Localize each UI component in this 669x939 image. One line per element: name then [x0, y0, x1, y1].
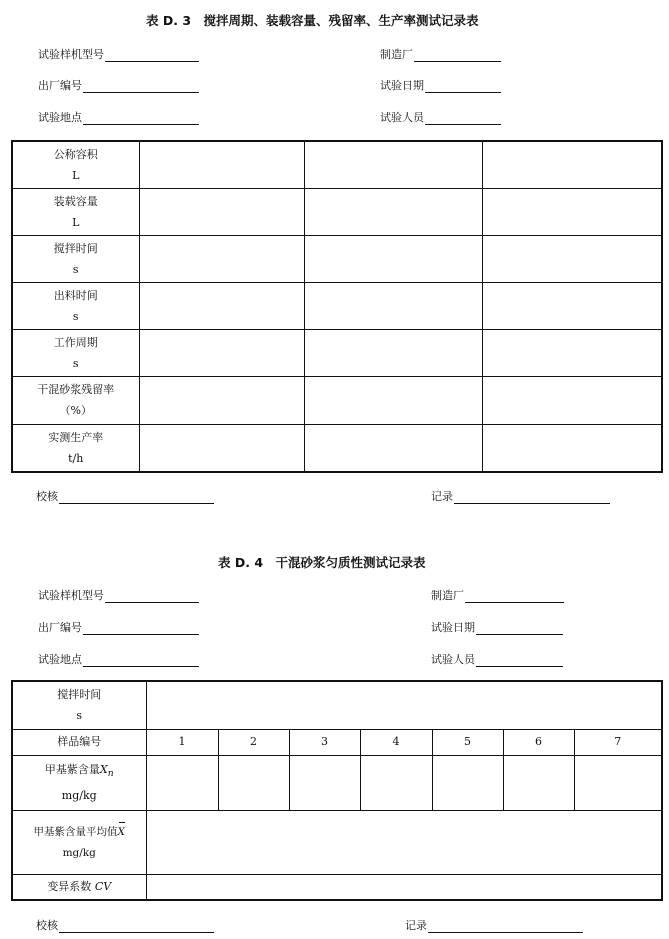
footer-check-label: 校核	[36, 490, 58, 503]
variable-subscript: n	[107, 768, 114, 780]
footer-check-d3	[36, 488, 214, 504]
data-cell[interactable]	[304, 376, 482, 424]
row-unit: s	[72, 356, 79, 370]
data-cell[interactable]	[146, 681, 662, 729]
label-text: 甲基紫含量平均值	[33, 826, 118, 838]
data-cell[interactable]	[304, 424, 482, 472]
data-cell[interactable]	[139, 188, 304, 235]
row-unit: mg/kg	[62, 847, 96, 859]
table-row	[12, 376, 662, 424]
data-cell[interactable]	[146, 755, 218, 810]
field-location	[38, 109, 199, 125]
data-cell[interactable]	[139, 282, 304, 329]
row-label	[13, 821, 146, 843]
field-location-blank[interactable]	[83, 112, 199, 125]
data-cell[interactable]	[482, 424, 662, 472]
field-manufacturer-blank[interactable]	[414, 49, 501, 62]
row-unit: （%）	[59, 404, 92, 417]
table-row	[12, 810, 662, 874]
data-cell[interactable]	[360, 755, 432, 810]
data-cell[interactable]	[304, 188, 482, 235]
data-cell[interactable]	[482, 188, 662, 235]
footer-record-blank[interactable]	[454, 491, 610, 504]
footer-record-label: 记录	[405, 919, 427, 932]
row-label-nominal-volume	[12, 141, 139, 188]
sample-number: 2	[218, 729, 289, 755]
data-cell[interactable]	[139, 424, 304, 472]
field-serial-blank[interactable]	[83, 80, 199, 93]
field-personnel-blank[interactable]	[425, 112, 501, 125]
field-manufacturer-label: 制造厂	[431, 589, 464, 602]
field-personnel	[431, 651, 563, 667]
table-row	[12, 329, 662, 376]
field-serial	[38, 619, 199, 635]
row-unit: s	[72, 309, 79, 323]
field-model	[38, 587, 199, 603]
field-date	[380, 77, 501, 93]
sample-number: 7	[574, 729, 662, 755]
row-label-work-cycle	[12, 329, 139, 376]
footer-check-label: 校核	[36, 919, 58, 932]
row-label: 公称容积	[53, 147, 98, 161]
row-label: 出料时间	[53, 288, 98, 302]
row-unit: L	[72, 168, 80, 182]
table-d3-title: 表 D. 3 搅拌周期、装载容量、残留率、生产率测试记录表	[146, 13, 479, 28]
field-model-label: 试验样机型号	[38, 589, 104, 602]
field-personnel-blank[interactable]	[476, 654, 563, 667]
field-personnel-label: 试验人员	[380, 111, 424, 124]
field-personnel-label: 试验人员	[431, 653, 475, 666]
row-label-methyl-violet-avg	[12, 810, 146, 874]
row-label: 实测生产率	[48, 430, 104, 444]
field-location	[38, 651, 199, 667]
field-date-blank[interactable]	[476, 622, 563, 635]
data-cell[interactable]	[482, 329, 662, 376]
footer-check-d4	[36, 917, 214, 933]
data-cell[interactable]	[139, 235, 304, 282]
table-d4-title: 表 D. 4 干混砂浆匀质性测试记录表	[218, 555, 426, 570]
row-unit: s	[72, 262, 79, 276]
footer-check-blank[interactable]	[59, 491, 214, 504]
row-label-cv	[12, 874, 146, 900]
data-cell[interactable]	[574, 755, 662, 810]
variable-symbol: CV	[94, 879, 112, 893]
table-row	[12, 681, 662, 729]
footer-check-blank[interactable]	[59, 920, 214, 933]
row-label: 搅拌时间	[53, 241, 98, 255]
data-cell[interactable]	[482, 282, 662, 329]
field-serial-blank[interactable]	[83, 622, 199, 635]
field-date-label: 试验日期	[431, 621, 475, 634]
sample-number: 1	[146, 729, 218, 755]
row-label-mixing-time	[12, 681, 146, 729]
data-cell[interactable]	[432, 755, 503, 810]
table-row	[12, 755, 662, 810]
row-label-residue-rate	[12, 376, 139, 424]
row-label: 干混砂浆残留率	[37, 383, 115, 396]
data-cell[interactable]	[304, 329, 482, 376]
data-cell[interactable]	[304, 235, 482, 282]
row-label-productivity	[12, 424, 139, 472]
data-cell[interactable]	[289, 755, 360, 810]
row-label-load-capacity	[12, 188, 139, 235]
field-model-label: 试验样机型号	[38, 48, 104, 61]
row-label-discharge-time	[12, 282, 139, 329]
row-label	[13, 759, 146, 785]
table-d3	[11, 140, 663, 473]
field-serial	[38, 77, 199, 93]
data-cell[interactable]	[139, 141, 304, 188]
field-location-label: 试验地点	[38, 111, 82, 124]
data-cell[interactable]	[503, 755, 574, 810]
sample-number: 5	[432, 729, 503, 755]
field-model-blank[interactable]	[105, 590, 199, 603]
data-cell[interactable]	[304, 141, 482, 188]
field-model-blank[interactable]	[105, 49, 199, 62]
field-model	[38, 46, 199, 62]
row-label-sample-no: 样品编号	[12, 729, 146, 755]
data-cell[interactable]	[139, 376, 304, 424]
data-cell[interactable]	[146, 874, 662, 900]
sample-number: 4	[360, 729, 432, 755]
footer-record-d4	[405, 917, 583, 933]
data-cell[interactable]	[304, 282, 482, 329]
field-manufacturer	[380, 46, 501, 62]
data-cell[interactable]	[218, 755, 289, 810]
row-unit: mg/kg	[61, 788, 97, 802]
field-manufacturer	[431, 587, 564, 603]
footer-record-label: 记录	[431, 490, 453, 503]
variable-symbol-bar: X	[118, 821, 125, 843]
data-cell[interactable]	[482, 141, 662, 188]
field-location-label: 试验地点	[38, 653, 82, 666]
footer-record-blank[interactable]	[428, 920, 583, 933]
field-date-blank[interactable]	[425, 80, 501, 93]
row-unit: L	[72, 215, 80, 229]
table-row	[12, 729, 662, 755]
data-cell[interactable]	[139, 329, 304, 376]
variable-symbol: X	[99, 763, 108, 777]
field-manufacturer-label: 制造厂	[380, 48, 413, 61]
field-serial-label: 出厂编号	[38, 621, 82, 634]
field-date	[431, 619, 563, 635]
row-label: 搅拌时间	[57, 688, 102, 702]
sample-number: 3	[289, 729, 360, 755]
row-label-mixing-time	[12, 235, 139, 282]
field-serial-label: 出厂编号	[38, 79, 82, 92]
table-row	[12, 282, 662, 329]
field-manufacturer-blank[interactable]	[465, 590, 564, 603]
row-label-methyl-violet	[12, 755, 146, 810]
field-location-blank[interactable]	[83, 654, 199, 667]
label-text: 甲基紫含量	[44, 763, 100, 777]
row-unit: t/h	[68, 451, 84, 465]
sample-number: 6	[503, 729, 574, 755]
table-row	[12, 141, 662, 188]
footer-record-d3	[431, 488, 610, 504]
row-label: 工作周期	[53, 335, 98, 349]
field-date-label: 试验日期	[380, 79, 424, 92]
table-d4	[11, 680, 663, 901]
row-unit: s	[76, 709, 83, 723]
data-cell[interactable]	[146, 810, 662, 874]
data-cell[interactable]	[482, 235, 662, 282]
table-row	[12, 874, 662, 900]
row-label: 装载容量	[53, 194, 98, 208]
table-row	[12, 424, 662, 472]
table-row	[12, 188, 662, 235]
label-text: 变异系数	[47, 879, 92, 893]
field-personnel	[380, 109, 501, 125]
table-row	[12, 235, 662, 282]
data-cell[interactable]	[482, 376, 662, 424]
